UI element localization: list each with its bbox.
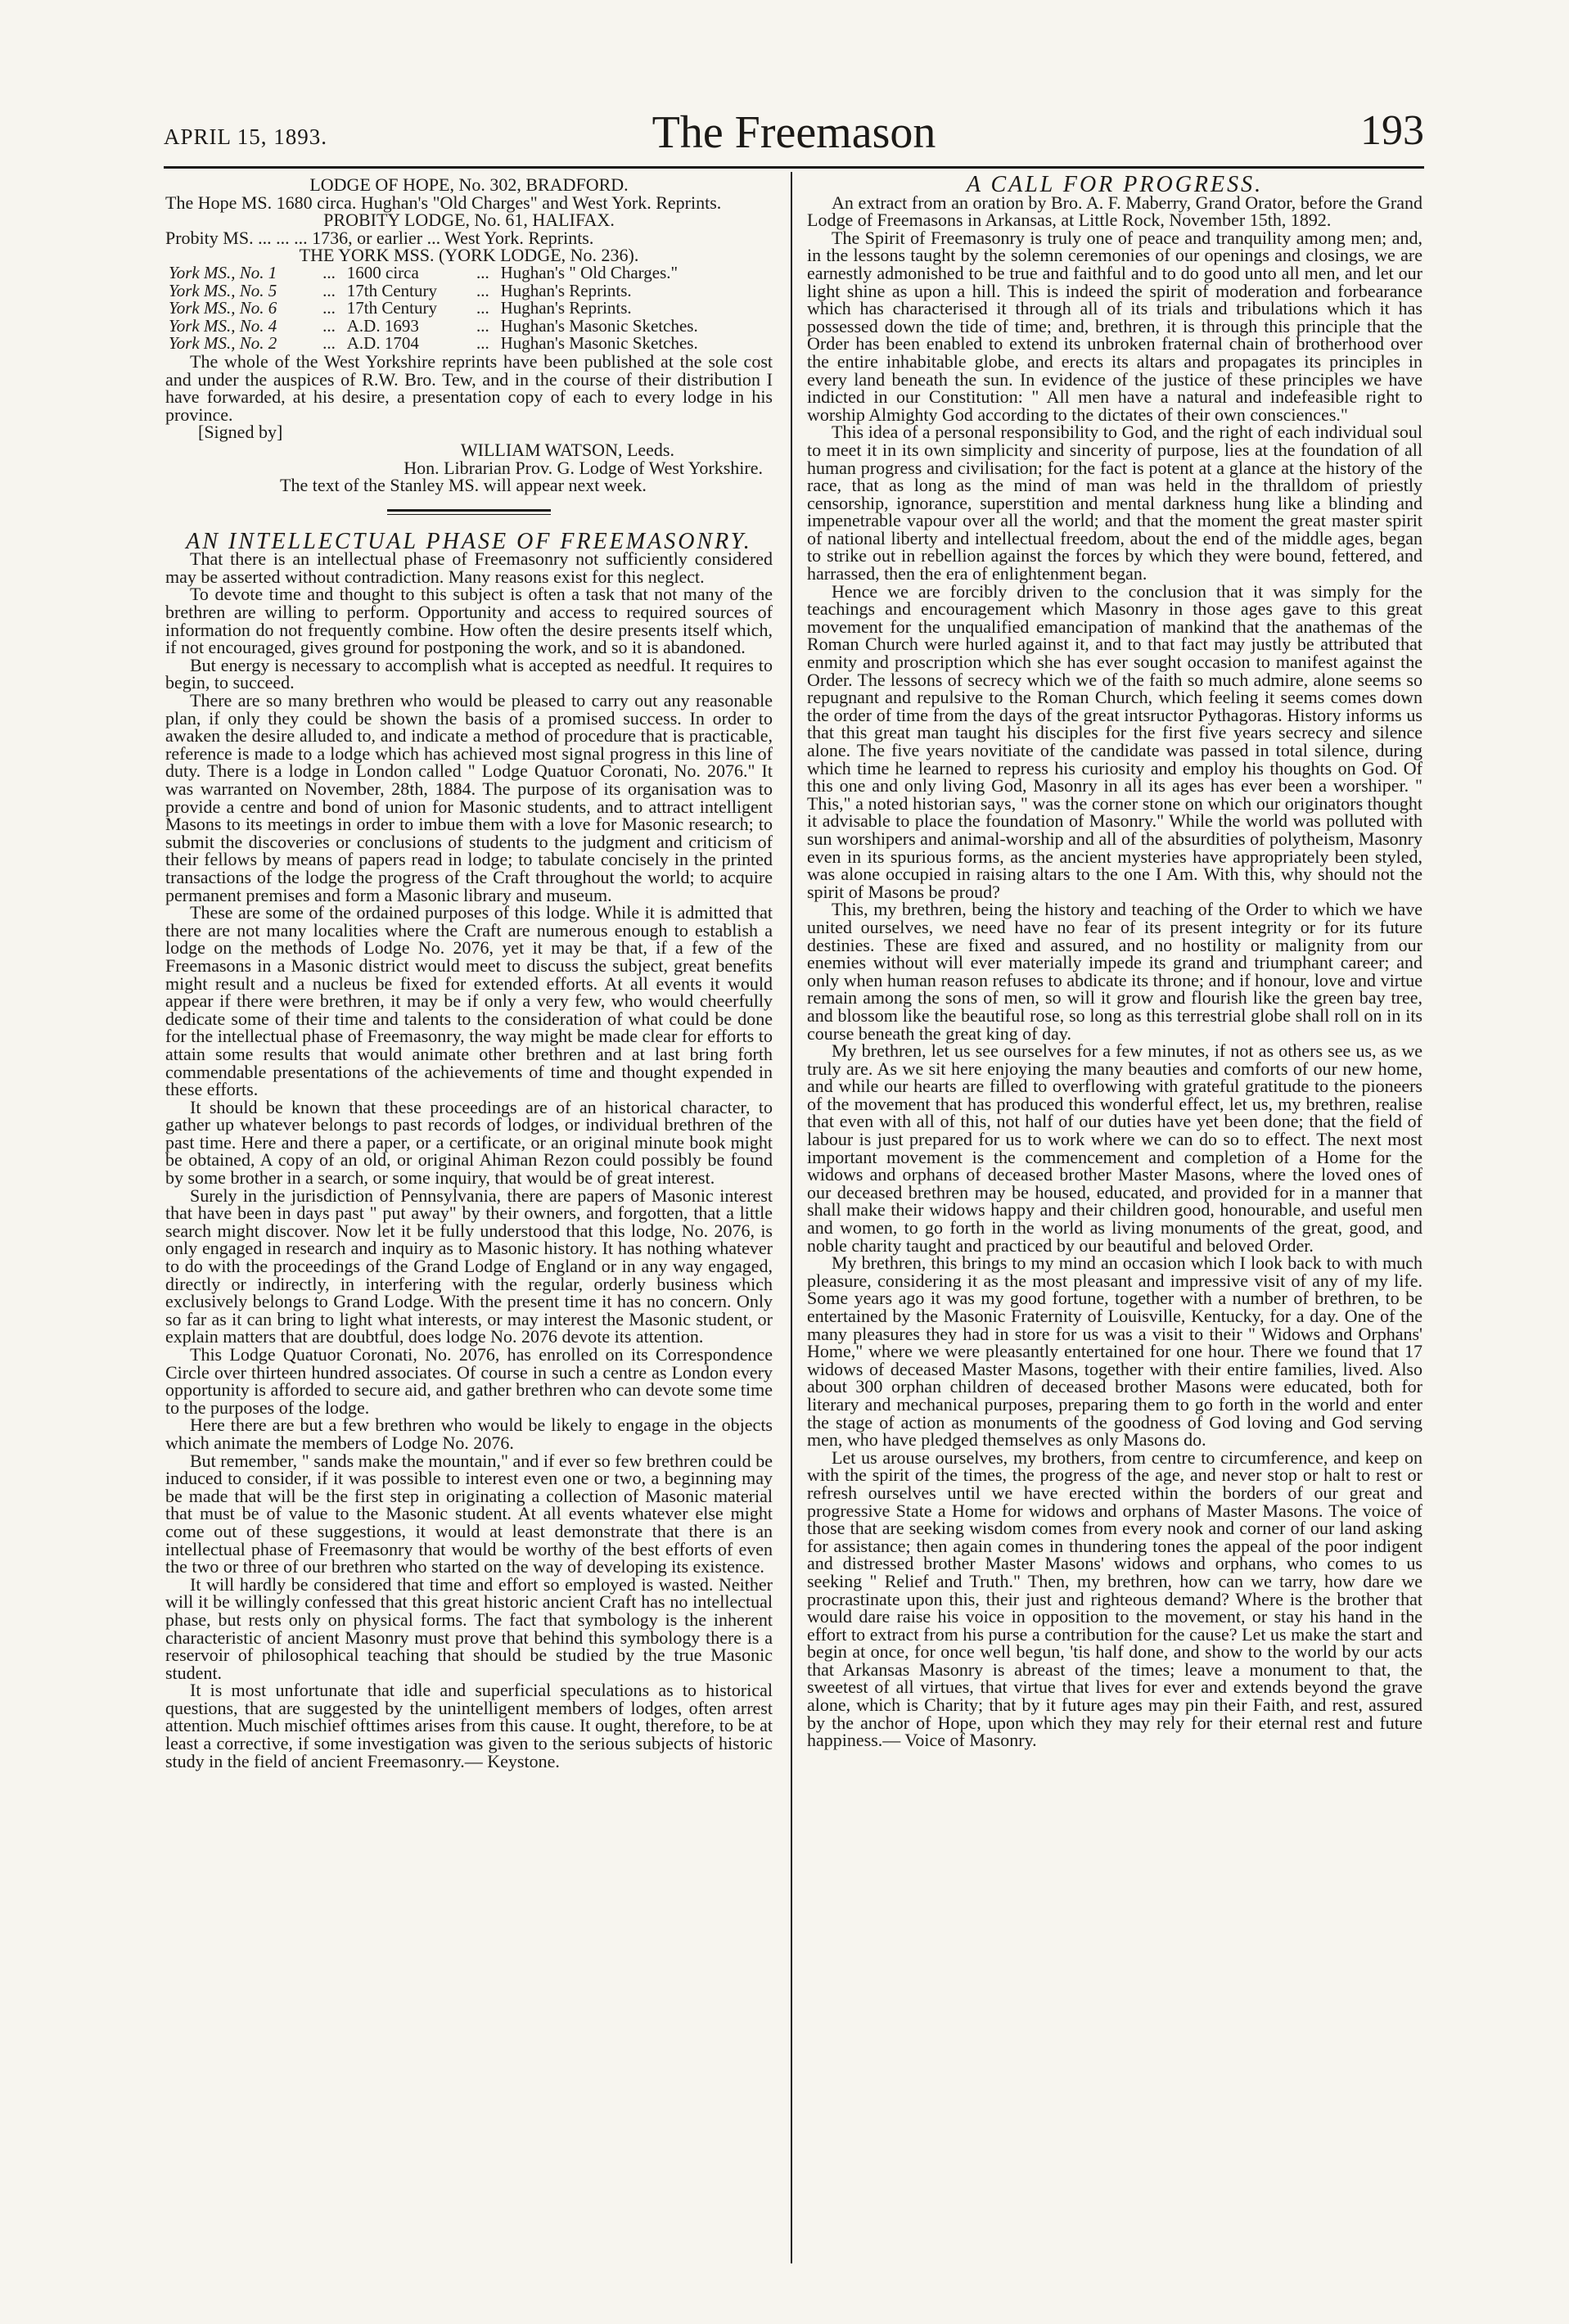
- table-row: [169, 264, 776, 282]
- article-paragraph: But remember, " sands make the mountain," and if ever so few brethren could be induced to consider, if it was possible to interest even one or two, a beginning may be made that will be the first step in originating a collection of Masonic material that must be of value to the Masonic student. At all events whatever else might come out of these suggestions, it would at least demonstrate that there is an intellectual phase of Freemasonry that would be worthy of the best efforts of even the two or three of our brethren who started on the way of developing its existence.: [165, 1450, 773, 1577]
- table-cell: A.D. 1704: [346, 333, 419, 354]
- table-cell: 17th Century: [346, 280, 437, 300]
- article-title-intellectual-phase: AN INTELLECTUAL PHASE OF FREEMASONRY.: [186, 528, 752, 554]
- table-row: [169, 318, 776, 336]
- table-cell: ...: [476, 315, 489, 336]
- article-title-call-for-progress: A CALL FOR PROGRESS.: [966, 172, 1264, 197]
- article-paragraph: My brethren, let us see ourselves for a few minutes, if not as others see us, as we truly are. As we sit here enjoying the many beauties and comforts of our new home, and while our hearts are filled to overflowing with grateful gratitude to the pioneers of the movement that has produced this wonderful effect, let us, my brethren, realise that even with all of this, not half of our duties have yet been done; that the field of labour is just prepared for us to work where we can do so to effect. The next most important movement is the commencement and completion of a Home for the widows and orphans of deceased brother Master Masons, where the loved ones of our deceased brethren may be housed, educated, and provided for in a manner that shall make their widows happy and their children good, honourable, and useful men and women, to go forth in the world as living monuments of the great, good, and noble charity taught and practiced by our beautiful and beloved Order.: [807, 1040, 1422, 1256]
- article-paragraph: This Lodge Quatuor Coronati, No. 2076, has enrolled on its Correspondence Circle over thirteen hundred associates. Of course in such a centre as London every opportunity is afforded to secure aid, and gather brethren who can devote some time to the purposes of the lodge.: [165, 1344, 773, 1418]
- issue-date: APRIL 15, 1893.: [164, 124, 328, 149]
- table-cell: Hughan's Masonic Sketches.: [500, 315, 698, 336]
- table-cell: 1600 circa: [346, 262, 419, 282]
- letter-closing-paragraph: The whole of the West Yorkshire reprints have been published at the sole cost and under the auspices of R.W. Bro. Tew, and in the course of their distribution I have forwarded, at his desire, a presentation copy of each to every lodge in his province.: [165, 350, 773, 425]
- table-cell: ...: [476, 280, 489, 300]
- article-paragraph: There are so many brethren who would be pleased to carry out any reasonable plan, if only they could be shown the basis of a promised success. In order to awaken the desire alluded to, and indicate a method of procedure that is practicable, reference is made to a lodge which has achieved most signal progress in this line of duty. There is a lodge in London called " Lodge Quatuor Coronati, No. 2076." It was warranted on November, 28th, 1884. The purpose of its organisation was to provide a centre and bond of union for Masonic students, and to attract intelligent Masons to its meetings in order to imbue them with a love for Masonic research; to submit the discoveries or conclusions of students to the judgment and criticism of their fellows by means of papers read in lodge; to tabulate concisely in the printed transactions of the lodge the progress of the Craft throughout the world; to acquire permanent premises and form a Masonic library and museum.: [165, 690, 773, 905]
- masthead-rule: [164, 166, 1424, 169]
- table-cell: York MS., No. 1: [169, 262, 277, 282]
- next-week-note: The text of the Stanley MS. will appear next week.: [280, 475, 647, 496]
- newspaper-title: The Freemason: [651, 107, 936, 158]
- table-cell: Hughan's Reprints.: [500, 298, 632, 318]
- table-cell: ...: [322, 315, 336, 336]
- table-cell: York MS., No. 4: [169, 315, 277, 336]
- article-paragraph: That there is an intellectual phase of Freemasonry not sufficiently considered may be asserted without contradiction. Many reasons exist for this neglect.: [165, 548, 773, 587]
- table-cell: ...: [476, 262, 489, 282]
- table-row: [169, 282, 776, 300]
- table-cell: Hughan's " Old Charges.": [500, 262, 679, 282]
- lodge-of-hope-heading: LODGE OF HOPE, No. 302, BRADFORD.: [309, 174, 629, 195]
- column-divider: [791, 172, 792, 2263]
- probity-lodge-heading: PROBITY LODGE, No. 61, HALIFAX.: [323, 210, 615, 231]
- table-cell: Hughan's Masonic Sketches.: [500, 333, 698, 354]
- table-cell: Hughan's Reprints.: [500, 280, 632, 300]
- article-paragraph: Here there are but a few brethren who would be likely to engage in the objects which animate the members of Lodge No. 2076.: [165, 1415, 773, 1453]
- article-paragraph: But energy is necessary to accomplish what is accepted as needful. It requires to begin, to succeed.: [165, 654, 773, 693]
- article-body-intellectual-phase: [165, 550, 773, 1770]
- page-number: 193: [1360, 107, 1424, 154]
- table-cell: ...: [476, 333, 489, 354]
- table-cell: ...: [322, 333, 336, 354]
- article-body-call-for-progress: [807, 229, 1422, 1749]
- left-column: [165, 176, 773, 1770]
- table-cell: York MS., No. 2: [169, 333, 277, 354]
- signer-title: Hon. Librarian Prov. G. Lodge of West Yorkshire.: [404, 457, 763, 478]
- article-paragraph: Let us arouse ourselves, my brothers, from centre to circumference, and keep on with the spirit of the times, the progress of the age, and never stop or halt to rest or refresh ourselves until we have erected within the borders of our great and progressive State a Home for widows and orphans of Master Masons. The voice of those that are seeking wisdom comes from every nook and corner of our land asking for assistance; then again comes in thundering tones the appeal of the poor indigent and distressed brother Master Masons' widows and orphans, who comes to us seeking " Relief and Truth." Then, my brethren, how can we tarry, how dare we procrastinate upon this, their just and righteous demand? Where is the brother that would dare raise his voice in opposition to the movement, or stay his hand in the effort to extract from his purse a contribution for the cause? Let us make the start and begin at once, for once well begun, 'tis half done, and show to the world by our acts that Arkansas Masonry is abreast of the times; leave a monument to that, the sweetest of all virtues, that virtue that lives for ever and extends beyond the grave alone, which is Charity; that by it future ages may pin their Faith, and rest, assured by the anchor of Hope, upon which they may rely for their eternal rest and future happiness.— Voice of Masonry.: [807, 1446, 1422, 1751]
- probity-ms-entry: Probity MS. ... ... ... 1736, or earlier ... West York. Reprints.: [165, 227, 594, 248]
- table-cell: York MS., No. 6: [169, 298, 277, 318]
- article-paragraph: It should be known that these proceedings are of an historical character, to gather up whatever belongs to past records of lodges, or individual brethren of the past time. Here and there a paper, or a certificate, or an original minute book might be obtained, A copy of an old, or original Ahiman Rezon could possibly be found by some brother in a search, or some inquiry, that would be of great interest.: [165, 1096, 773, 1189]
- table-row: [169, 300, 776, 318]
- article-paragraph: This idea of a personal responsibility to God, and the right of each individual soul to meet it in its own simplicity and sincerity of purpose, lies at the foundation of all human progress and civilisation; for the fact is potent at a glance at the history of the race, that as long as the mind of man was held in the thralldom of priestly censorship, ignorance, superstition and mental darkness hung like a blinding and impenetrable vapour over all the world; and that the moment the great master spirit of national liberty and intellectual freedom, about the end of the middle ages, began to strike out in rebellion against the forces by which they were bound, fettered, and harrassed, then the era of enlightenment began.: [807, 422, 1422, 584]
- signed-by: [Signed by]: [198, 422, 283, 443]
- article-intro: An extract from an oration by Bro. A. F. Maberry, Grand Orator, before the Grand Lodge of Freemasons in Arkansas, at Little Rock, November 15th, 1892.: [807, 192, 1422, 231]
- table-cell: ...: [322, 298, 336, 318]
- masthead: [164, 106, 1424, 164]
- article-paragraph: To devote time and thought to this subject is often a task that not many of the brethren are willing to perform. Opportunity and access to required sources of information do not frequently combine. How often the desire presents itself which, if not encouraged, gives ground for postponing the work, and so it is abandoned.: [165, 584, 773, 658]
- article-paragraph: These are some of the ordained purposes of this lodge. While it is admitted that there are not many localities where the Craft are numerous enough to establish a lodge on the methods of Lodge No. 2076, yet it may be that, if a few of the Freemasons in a Masonic district would meet to discuss the subject, great benefits might result and a nucleus be fixed for extended efforts. At all events it would appear if there were brethren, it may be if only a very few, who would cheerfully dedicate some of their time and talents to the consideration of what could be done for the intellectual phase of Freemasonry, the way might be made clear for efforts to attain some results that would animate other brethren and at last bring forth commendable presentations of the achievements of time and thought expended in these efforts.: [165, 902, 773, 1100]
- york-mss-table: [169, 264, 776, 353]
- table-cell: 17th Century: [346, 298, 437, 318]
- table-cell: ...: [322, 262, 336, 282]
- table-row: [169, 335, 776, 353]
- table-cell: York MS., No. 5: [169, 280, 277, 300]
- hope-ms-entry: The Hope MS. 1680 circa. Hughan's "Old Charges" and West York. Reprints.: [165, 192, 722, 213]
- article-paragraph: My brethren, this brings to my mind an occasion which I look back to with much pleasure, considering it as the most pleasant and impressive visit of any of my life. Some years ago it was my good fortune, together with a number of brethren, to be entertained by the Masonic Fraternity of Louisville, Kentucky, for a day. One of the many pleasures they had in store for us was a visit to their " Widows and Orphans' Home," where we were pleasantly entertained for one hour. There we found that 17 widows of deceased Master Masons, together with their entire families, lived. Also about 300 orphan children of deceased brother Masons were educated, both for literary and mechanical purposes, preparing them to go forth in the world and enter the stage of action as monuments of the goodness of God loving and God serving men, who have pledged themselves as only Masons do.: [807, 1252, 1422, 1451]
- article-paragraph: Surely in the jurisdiction of Pennsylvania, there are papers of Masonic interest that have been in days past " put away" by their owners, and forgotten, that a little search might discover. Now let it be fully understood that this lodge, No. 2076, is only engaged in research and inquiry as to Masonic history. It has nothing whatever to do with the proceedings of the Grand Lodge of England or in any way engaged, directly or indirectly, in interfering with the regular, orderly business which exclusively belongs to Grand Lodge. With the present time it has no concern. Only so far as it can bring to light what interests, or may interest the Masonic student, or explain matters that are doubtful, does lodge No. 2076 devote its attention.: [165, 1185, 773, 1347]
- article-paragraph: It is most unfortunate that idle and superficial speculations as to historical questions, that are suggested by the unintelligent members of lodges, often arrest attention. Much mischief ofttimes arises from this cause. It ought, therefore, to be at least a corrective, if some investigation was given to the serious subjects of historic study in the field of ancient Freemasonry.— Keystone.: [165, 1680, 773, 1771]
- article-paragraph: This, my brethren, being the history and teaching of the Order to which we have united ourselves, we need have no fear of its present integrity or for its future destinies. These are fixed and assured, and no hostility or malignity from our enemies without will ever materially impede its grand and triumphant career; and only when human reason refuses to abdicate its throne; and if honour, love and virtue remain among the sons of men, so will it grow and flourish like the green bay tree, and blossom like the beautiful rose, so long as this terrestrial globe shall roll on in its course beneath the great king of day.: [807, 899, 1422, 1044]
- right-column: [807, 172, 1422, 1751]
- table-cell: ...: [322, 280, 336, 300]
- york-mss-heading: THE YORK MSS. (YORK LODGE, No. 236).: [299, 245, 639, 266]
- table-cell: ...: [476, 298, 489, 318]
- section-divider: [387, 509, 551, 515]
- signer-name: WILLIAM WATSON, Leeds.: [460, 439, 674, 460]
- table-cell: A.D. 1693: [346, 315, 419, 336]
- article-paragraph: The Spirit of Freemasonry is truly one of peace and tranquility among men; and, in the lessons taught by the solemn ceremonies of our openings and closings, we are earnestly admonished to be true and faithful and to do good unto all men, and let our light shine as upon a hill. This is indeed the spirit of moderation and forbearance which has characterised it through all of its trials and tribulations which it has possessed down the tide of time; and, brethren, it is through this principle that the Order has been enabled to extend its unbroken fraternal chain of brotherhood over the entire inhabitable globe, and erects its altars and propagates its principles in every land beneath the sun. In evidence of the justice of these principles we have indicted in our Constitution: " All men have a natural and indefeasible right to worship Almighty God according to the dictates of their own consciences.": [807, 227, 1422, 425]
- article-paragraph: It will hardly be considered that time and effort so employed is wasted. Neither will it be willingly confessed that this great historic ancient Craft has no intellectual phase, but rests only on physical forms. The fact that symbology is the inherent characteristic of ancient Masonry must prove that behind this symbology there is a reservoir of philosophical teaching that should be studied by the true Masonic student.: [165, 1573, 773, 1683]
- article-paragraph: Hence we are forcibly driven to the conclusion that it was simply for the teachings and encouragement which Masonry in those ages gave to this great movement for the unqualified emancipation of mankind that the anathemas of the Roman Church were hurled against it, and to that fact may justly be attributed that enmity and proscription which she has ever sought occasion to manifest against the Order. The lessons of secrecy which we of the faith so much admire, alone seems so repugnant and repulsive to the Roman Church, which feeling it seems comes down the order of time from the days of the great intsructor Pythagoras. History informs us that this great man taught his disciples for the first five years secrecy and silence alone. The five years novitiate of the candidate was passed in total silence, during which time he learned to repress his curiosity and employ his thoughts on God. Of this one and only living God, Masonry in all its ages has ever been a worshiper. " This," a noted historian says, " was the corner stone on which our originators thought it advisable to place the foundation of Masonry." While the world was polluted with sun worshipers and animal-worship and all of the absurdities of polytheism, Masonry even in its spurious forms, as the ancient mysteries have appropriately been styled, was alone occupied in raising altars to the one I Am. With this, why should not the spirit of Masons be proud?: [807, 580, 1422, 902]
